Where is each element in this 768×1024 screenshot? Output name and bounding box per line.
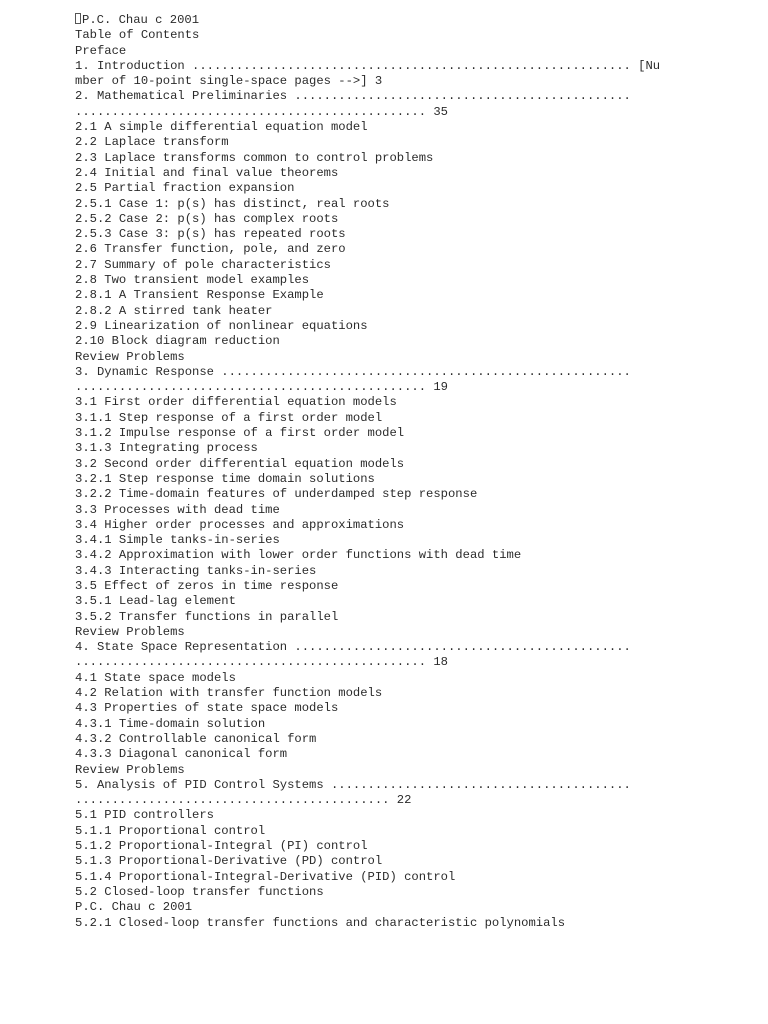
toc-line: 2.5.1 Case 1: p(s) has distinct, real roots: [75, 196, 390, 211]
toc-line: 3.3 Processes with dead time: [75, 502, 280, 517]
toc-line: 3.5 Effect of zeros in time response: [75, 578, 339, 593]
toc-line: 4. State Space Representation ..............................................: [75, 640, 631, 655]
toc-line: 2.3 Laplace transforms common to control problems: [75, 150, 434, 165]
toc-line: 5.1.1 Proportional control: [75, 823, 266, 838]
toc-title: Table of Contents: [75, 28, 200, 43]
toc-line: 3.2.1 Step response time domain solutions: [75, 471, 375, 486]
toc-line: 2.7 Summary of pole characteristics: [75, 257, 331, 272]
toc-line: 2.8 Two transient model examples: [75, 273, 310, 288]
toc-line: 1. Introduction ............................................................ [Nu: [75, 58, 661, 73]
toc-line: 5.1 PID controllers: [75, 808, 214, 823]
toc-line: 2.6 Transfer function, pole, and zero: [75, 242, 346, 257]
toc-line: 3.4.1 Simple tanks-in-series: [75, 533, 280, 548]
toc-line: 5. Analysis of PID Control Systems .........................................: [75, 777, 631, 792]
footer-line: P.C. Chau c 2001: [75, 900, 193, 915]
toc-line: 4.2 Relation with transfer function models: [75, 686, 383, 701]
document-text: [75, 13, 695, 931]
line-header: P.C. Chau c 2001: [75, 13, 695, 28]
toc-line: ................................................ 35: [75, 104, 448, 119]
toc-line: 3.1 First order differential equation models: [75, 395, 397, 410]
toc-line: 2.10 Block diagram reduction: [75, 334, 280, 349]
toc-line: 4.3 Properties of state space models: [75, 701, 339, 716]
toc-line: 3. Dynamic Response ........................................................: [75, 364, 631, 379]
toc-line: 3.1.2 Impulse response of a first order model: [75, 426, 405, 441]
toc-line: 4.3.3 Diagonal canonical form: [75, 747, 288, 762]
toc-line: 2.5 Partial fraction expansion: [75, 181, 295, 196]
toc-line: 3.1.1 Step response of a first order model: [75, 410, 383, 425]
toc-line: 2.4 Initial and final value theorems: [75, 165, 339, 180]
toc-line: Review Problems: [75, 624, 185, 639]
toc-line: 3.2 Second order differential equation models: [75, 456, 405, 471]
toc-line: 4.3.1 Time-domain solution: [75, 716, 266, 731]
toc-line: mber of 10-point single-space pages -->] 3: [75, 74, 383, 89]
toc-line: 2.8.1 A Transient Response Example: [75, 288, 324, 303]
toc-line: 2.8.2 A stirred tank heater: [75, 303, 273, 318]
toc-line: 2.9 Linearization of nonlinear equations: [75, 318, 368, 333]
missing-glyph-icon: [75, 13, 81, 24]
toc-line: 3.5.1 Lead-lag element: [75, 594, 236, 609]
toc-line: 3.5.2 Transfer functions in parallel: [75, 609, 339, 624]
toc-line: 2. Mathematical Preliminaries ..............................................: [75, 89, 631, 104]
toc-line: 5.2.1 Closed-loop transfer functions and characteristic polynomials: [75, 915, 566, 930]
toc-line: Preface: [75, 43, 127, 58]
toc-line: 3.4.2 Approximation with lower order functions with dead time: [75, 548, 522, 563]
toc-line: Review Problems: [75, 349, 185, 364]
toc-line: 4.3.2 Controllable canonical form: [75, 731, 317, 746]
toc-line: 2.1 A simple differential equation model: [75, 120, 368, 135]
toc-line: ................................................ 18: [75, 655, 448, 670]
toc-line: 5.1.3 Proportional-Derivative (PD) control: [75, 854, 383, 869]
toc-line: 5.1.2 Proportional-Integral (PI) control: [75, 839, 368, 854]
toc-line: 2.2 Laplace transform: [75, 135, 229, 150]
toc-line: 2.5.2 Case 2: p(s) has complex roots: [75, 211, 339, 226]
toc-line: ........................................... 22: [75, 793, 412, 808]
toc-line: 4.1 State space models: [75, 670, 236, 685]
toc-line: 5.2 Closed-loop transfer functions: [75, 884, 324, 899]
toc-line: 3.4 Higher order processes and approximations: [75, 517, 405, 532]
toc-line: 2.5.3 Case 3: p(s) has repeated roots: [75, 227, 346, 242]
toc-line: 5.1.4 Proportional-Integral-Derivative (PID) control: [75, 869, 456, 884]
toc-line: 3.4.3 Interacting tanks-in-series: [75, 563, 317, 578]
toc-line: ................................................ 19: [75, 380, 448, 395]
toc-line: 3.1.3 Integrating process: [75, 441, 258, 456]
toc-line: 3.2.2 Time-domain features of underdamped step response: [75, 487, 478, 502]
toc-line: Review Problems: [75, 762, 185, 777]
